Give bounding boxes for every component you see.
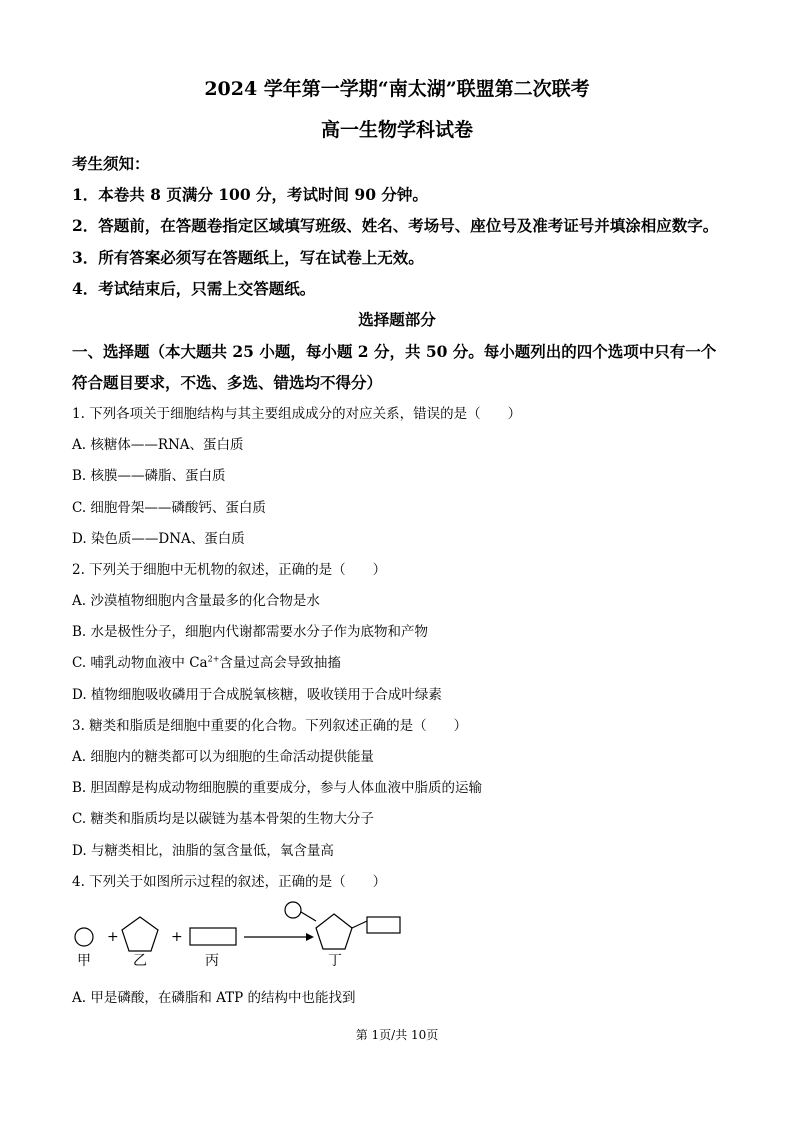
label-jia: 甲 [77,953,91,969]
option: D. 与糖类相比，油脂的氢含量低，氧含量高 [72,843,334,859]
plus-sign: + [107,929,119,945]
pentagon-sugar [122,917,158,951]
notice-item: 4．考试结束后，只需上交答题纸。 [72,279,316,298]
bond-line [301,912,316,921]
question-stem: 3. 糖类和脂质是细胞中重要的化合物。下列叙述正确的是（ ） [72,718,468,734]
option: C. 细胞骨架——磷酸钙、蛋白质 [72,500,266,516]
phosphate-circle [75,928,93,946]
reaction-diagram [60,895,420,975]
option: A. 沙漠植物细胞内含量最多的化合物是水 [72,593,320,609]
label-ding: 丁 [328,953,342,969]
plus-sign: + [171,929,183,945]
superscript: 2+ [207,654,220,664]
question-stem: 4. 下列关于如图所示过程的叙述，正确的是（ ） [72,874,387,890]
section-instructions: 符合题目要求，不选、多选、错选均不得分） [72,373,383,392]
notice-item: 2．答题前，在答题卷指定区域填写班级、姓名、考场号、座位号及准考证号并填涂相应数字。 [72,216,719,235]
notice-heading: 考生须知： [72,154,150,173]
section-title: 选择题部分 [358,310,436,329]
arrow-head [306,933,314,941]
option-text: C. 哺乳动物血液中 Ca [72,655,208,671]
option: A. 甲是磷酸，在磷脂和 ATP 的结构中也能找到 [72,990,356,1006]
notice-item: 3．所有答案必须写在答题纸上，写在试卷上无效。 [72,248,424,267]
option: C. 糖类和脂质均是以碳链为基本骨架的生物大分子 [72,811,374,827]
base-rectangle [367,917,400,933]
option: B. 水是极性分子，细胞内代谢都需要水分子作为底物和产物 [72,624,429,640]
option-text: 含量过高会导致抽搐 [219,655,341,671]
label-bing: 丙 [205,953,219,969]
question-stem: 2. 下列关于细胞中无机物的叙述，正确的是（ ） [72,562,387,578]
base-rectangle [190,928,236,945]
option [72,651,341,671]
notice-item: 1．本卷共 8 页满分 100 分，考试时间 90 分钟。 [72,185,428,204]
section-instructions: 一、选择题（本大题共 25 小题，每小题 2 分，共 50 分。每小题列出的四个选项中只有一个 [72,342,717,361]
label-yi: 乙 [133,953,147,969]
question-stem: 1. 下列各项关于细胞结构与其主要组成成分的对应关系，错误的是（ ） [72,406,522,422]
option: D. 染色质——DNA、蛋白质 [72,531,245,547]
phosphate-circle [285,902,301,918]
option: A. 细胞内的糖类都可以为细胞的生命活动提供能量 [72,749,374,765]
exam-title-line2: 高一生物学科试卷 [320,119,473,141]
option: B. 胆固醇是构成动物细胞膜的重要成分，参与人体血液中脂质的运输 [72,780,483,796]
pentagon-sugar [316,914,352,949]
bond-line [352,921,367,928]
page-footer: 第 1页/共 10页 [355,1028,439,1042]
option: B. 核膜——磷脂、蛋白质 [72,468,226,484]
option: A. 核糖体——RNA、蛋白质 [72,437,244,453]
exam-title-line1: 2024 学年第一学期“南太湖”联盟第二次联考 [204,78,590,100]
option: D. 植物细胞吸收磷用于合成脱氧核糖，吸收镁用于合成叶绿素 [72,687,442,703]
